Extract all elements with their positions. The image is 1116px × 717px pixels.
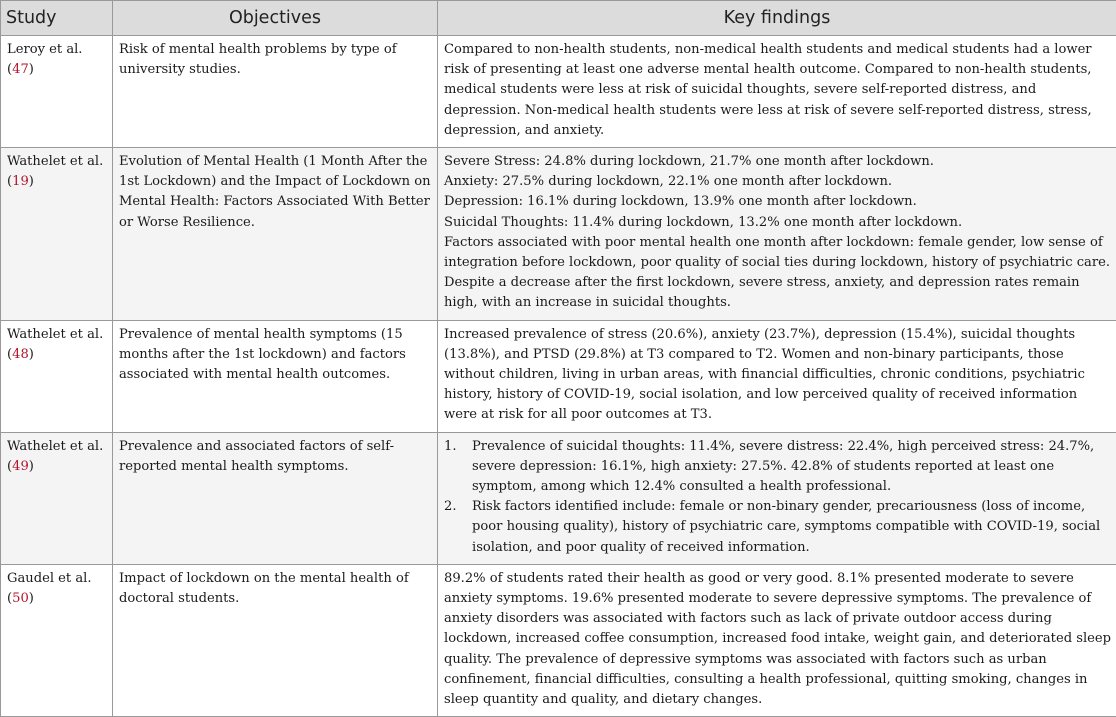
list-number: 2. [444, 497, 472, 558]
list-number: 1. [444, 437, 472, 498]
findings-cell: 89.2% of students rated their health as good or very good. 8.1% presented moderate to severe anxiety symptoms. 19.6% presented moderate to severe depressive symptoms. The prevalence of anxiety disorders was associated with factors such as lack of private outdoor access during lockdown, increased coffee consumption, increased food intake, weight gain, and deteriorated sleep quality. The prevalence of depressive symptoms was associated with factors such as urban confinement, financial difficulties, consulting a health professional, quitting smoking, changes in sleep quantity and quality, and dietary changes. [438, 564, 1116, 716]
finding-line: Despite a decrease after the first lockdown, severe stress, anxiety, and depression rates remain high, with an increase in suicidal thoughts. [444, 273, 1112, 313]
table-row [1, 320, 1116, 432]
study-author: Wathelet et al. [7, 154, 103, 169]
study-cell: Wathelet et al. (48) [1, 320, 113, 432]
reference-link[interactable]: 47 [12, 62, 29, 77]
finding-line: Severe Stress: 24.8% during lockdown, 21.7% one month after lockdown. [444, 152, 1112, 172]
table-row [1, 432, 1116, 564]
header-study: Study [1, 1, 113, 36]
objective-cell: Risk of mental health problems by type of university studies. [113, 36, 438, 148]
study-author: Leroy et al. [7, 42, 82, 57]
table-row [1, 148, 1116, 321]
header-row [1, 1, 1116, 36]
list-item [444, 497, 1112, 558]
reference-link[interactable]: 48 [12, 347, 29, 362]
reference-link[interactable]: 50 [12, 591, 29, 606]
study-cell: Leroy et al. (47) [1, 36, 113, 148]
table-row [1, 564, 1116, 716]
objective-cell: Prevalence and associated factors of self-reported mental health symptoms. [113, 432, 438, 564]
findings-cell [438, 432, 1116, 564]
list-text: Prevalence of suicidal thoughts: 11.4%, severe distress: 22.4%, high perceived stress: 24.7%, severe depression: 16.1%, high anxiety: 27.5%. 42.8% of students reported at least one symptom, among which 12.4% consulted a health professional. [472, 437, 1112, 498]
findings-cell [438, 148, 1116, 321]
objective-cell: Evolution of Mental Health (1 Month After the 1st Lockdown) and the Impact of Lockdown on Mental Health: Factors Associated With Better or Worse Resilience. [113, 148, 438, 321]
study-author: Wathelet et al. [7, 327, 103, 342]
study-cell: Gaudel et al. (50) [1, 564, 113, 716]
objective-cell: Impact of lockdown on the mental health of doctoral students. [113, 564, 438, 716]
findings-list [444, 437, 1112, 558]
finding-line: Factors associated with poor mental health one month after lockdown: female gender, low sense of integration before lockdown, poor quality of social ties during lockdown, history of psychiatric care. [444, 233, 1112, 273]
table-row [1, 36, 1116, 148]
header-objectives: Objectives [113, 1, 438, 36]
findings-cell: Compared to non-health students, non-medical health students and medical students had a lower risk of presenting at least one adverse mental health outcome. Compared to non-health students, medical students were less at risk of suicidal thoughts, severe self-reported distress, and depression. Non-medical health students were less at risk of severe self-reported distress, stress, depression, and anxiety. [438, 36, 1116, 148]
study-cell: Wathelet et al. (19) [1, 148, 113, 321]
list-item [444, 437, 1112, 498]
finding-line: Depression: 16.1% during lockdown, 13.9% one month after lockdown. [444, 192, 1112, 212]
finding-line: Suicidal Thoughts: 11.4% during lockdown, 13.2% one month after lockdown. [444, 213, 1112, 233]
findings-cell: Increased prevalence of stress (20.6%), anxiety (23.7%), depression (15.4%), suicidal thoughts (13.8%), and PTSD (29.8%) at T3 compared to T2. Women and non-binary participants, those without children, living in urban areas, with financial difficulties, chronic conditions, psychiatric history, history of COVID-19, social isolation, and low perceived quality of received information were at risk for all poor outcomes at T3. [438, 320, 1116, 432]
list-text: Risk factors identified include: female or non-binary gender, precariousness (loss of income, poor housing quality), history of psychiatric care, symptoms compatible with COVID-19, social isolation, and poor quality of received information. [472, 497, 1112, 558]
finding-line: Anxiety: 27.5% during lockdown, 22.1% one month after lockdown. [444, 172, 1112, 192]
reference-link[interactable]: 49 [12, 459, 29, 474]
header-findings: Key findings [438, 1, 1116, 36]
study-author: Wathelet et al. [7, 439, 103, 454]
objective-cell: Prevalence of mental health symptoms (15 months after the 1st lockdown) and factors associated with mental health outcomes. [113, 320, 438, 432]
study-cell: Wathelet et al. (49) [1, 432, 113, 564]
reference-link[interactable]: 19 [12, 174, 29, 189]
study-author: Gaudel et al. [7, 571, 92, 586]
